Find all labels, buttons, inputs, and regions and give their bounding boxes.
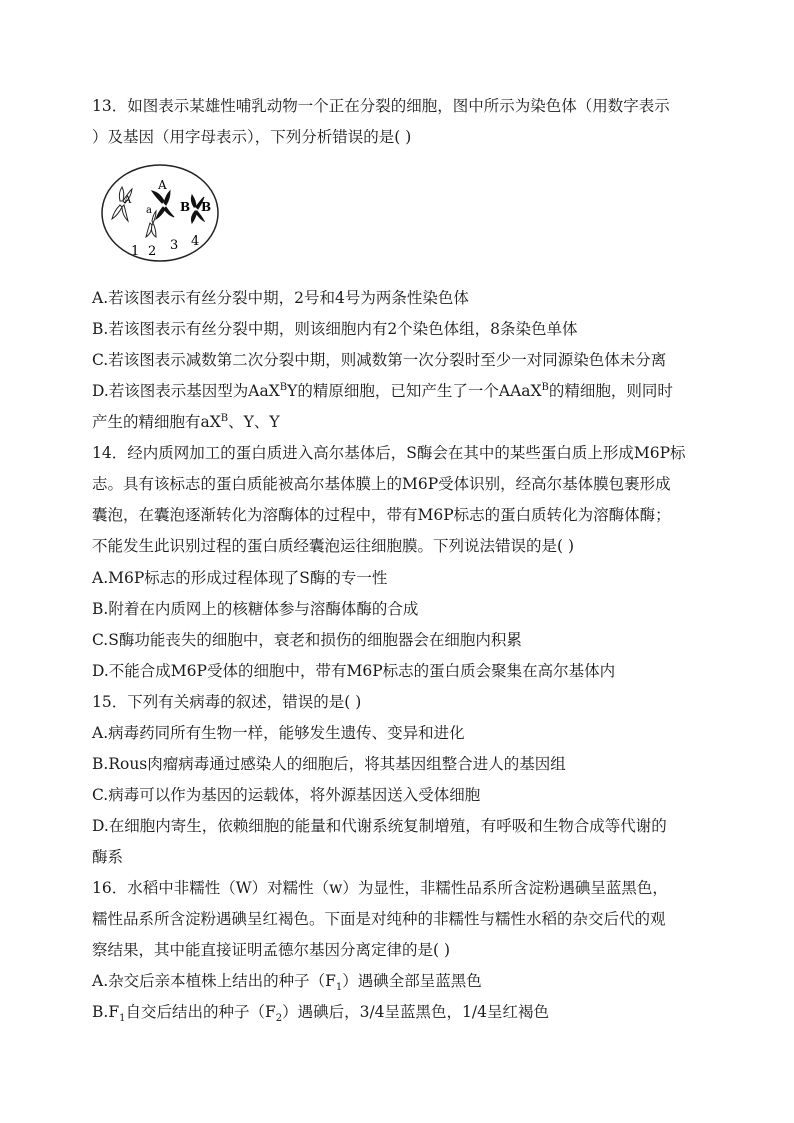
q14-stem-line3: 囊泡，在囊泡逐渐转化为溶酶体的过程中，带有M6P标志的蛋白质转化为溶酶体酶； <box>92 506 671 524</box>
q16-option-a-text2: ）遇碘全部呈蓝黑色 <box>342 972 482 990</box>
q15-stem: 15．下列有关病毒的叙述，错误的是( ) <box>92 693 362 711</box>
q16-stem-line3: 察结果，其中能直接证明孟德尔基因分离定律的是( ) <box>92 941 451 959</box>
q13-option-b: B.若该图表示有丝分裂中期，则该细胞内有2个染色体组，8条染色单体 <box>92 320 578 338</box>
q13-option-d-line2-text2: 、Y、Y <box>228 413 280 431</box>
q15-option-d-line1: D.在细胞内寄生，依赖细胞的能量和代谢系统复制增殖，有呼吸和生物合成等代谢的 <box>92 817 667 835</box>
q16-option-b-text3: ）遇碘后，3/4呈蓝黑色，1/4呈红褐色 <box>282 1003 549 1021</box>
q16-option-b <box>92 1002 549 1025</box>
q14-option-c: C.S酶功能丧失的细胞中，衰老和损伤的细胞器会在细胞内积累 <box>92 631 522 649</box>
chromosome-number-2: 2 <box>148 244 157 259</box>
q14-option-b: B.附着在内质网上的核糖体参与溶酶体酶的合成 <box>92 600 419 618</box>
q13-option-c: C.若该图表示减数第二次分裂中期，则减数第一次分裂时至少一对同源染色体未分离 <box>92 351 667 369</box>
cell-division-figure <box>100 163 222 267</box>
q15-option-d-line2: 酶系 <box>92 848 124 866</box>
q16-stem-line1: 16．水稻中非糯性（W）对糯性（w）为显性，非糯性品系所含淀粉遇碘呈蓝黑色， <box>92 879 668 897</box>
q13-option-d-line1 <box>92 381 673 404</box>
q14-option-d: D.不能合成M6P受体的细胞中，带有M6P标志的蛋白质会聚集在高尔基体内 <box>92 662 616 680</box>
q14-stem-line2: 志。具有该标志的蛋白质能被高尔基体膜上的M6P受体识别，经高尔基体膜包裹形成 <box>92 475 671 493</box>
q13-option-d-text1: D.若该图表示基因型为AaX <box>92 382 280 400</box>
q16-option-a-sub: 1 <box>335 982 343 993</box>
gene-label-5: B <box>201 200 212 214</box>
q13-option-d-line2 <box>92 412 280 435</box>
chromosome-number-3: 3 <box>170 238 179 253</box>
gene-label-1: A <box>124 195 132 206</box>
chromosome-number-1: 1 <box>131 244 140 259</box>
q16-option-b-sub1: 1 <box>119 1013 126 1024</box>
q13-option-d-text3: 的精细胞，则同时 <box>548 382 673 400</box>
q13-stem-line1: 13．如图表示某雄性哺乳动物一个正在分裂的细胞，图中所示为染色体（用数字表示 <box>92 97 670 115</box>
q13-option-d-sup2: B <box>541 382 549 393</box>
q16-option-a <box>92 971 482 994</box>
q13-option-d-line2-sup: B <box>220 413 229 424</box>
q15-option-a: A.病毒药同所有生物一样，能够发生遗传、变异和进化 <box>92 724 465 742</box>
q16-option-b-text2: 自交后结出的种子（F <box>125 1003 276 1021</box>
q13-option-d-sup1: B <box>279 382 288 393</box>
q14-stem-line1: 14．经内质网加工的蛋白质进入高尔基体后，S酶会在其中的某些蛋白质上形成M6P标 <box>92 444 686 462</box>
q14-stem-line4: 不能发生此识别过程的蛋白质经囊泡运往细胞膜。下列说法错误的是( ) <box>92 537 575 555</box>
q13-option-a: A.若该图表示有丝分裂中期，2号和4号为两条性染色体 <box>92 289 469 307</box>
q13-option-d-line2-text1: 产生的精细胞有aX <box>92 413 221 431</box>
gene-label-2: A <box>158 178 167 192</box>
gene-label-4: B <box>180 200 191 214</box>
q16-option-b-text1: B.F <box>92 1003 120 1021</box>
chromosome-number-4: 4 <box>191 234 200 249</box>
cell-diagram <box>100 163 222 267</box>
q16-option-b-sub2: 2 <box>275 1013 283 1024</box>
q13-stem-line2: ）及基因（用字母表示），下列分析错误的是( ) <box>92 128 412 146</box>
gene-label-3: a <box>146 205 152 216</box>
q13-option-d-text2: Y的精原细胞，已知产生了一个AAaX <box>287 382 542 400</box>
q16-option-a-text1: A.杂交后亲本植株上结出的种子（F <box>92 972 336 990</box>
q15-option-c: C.病毒可以作为基因的运载体，将外源基因送入受体细胞 <box>92 786 481 804</box>
q14-option-a: A.M6P标志的形成过程体现了S酶的专一性 <box>92 569 388 587</box>
q16-stem-line2: 糯性品系所含淀粉遇碘呈红褐色。下面是对纯种的非糯性与糯性水稻的杂交后代的观 <box>92 910 666 928</box>
q15-option-b: B.Rous肉瘤病毒通过感染人的细胞后，将其基因组整合进人的基因组 <box>92 755 566 773</box>
